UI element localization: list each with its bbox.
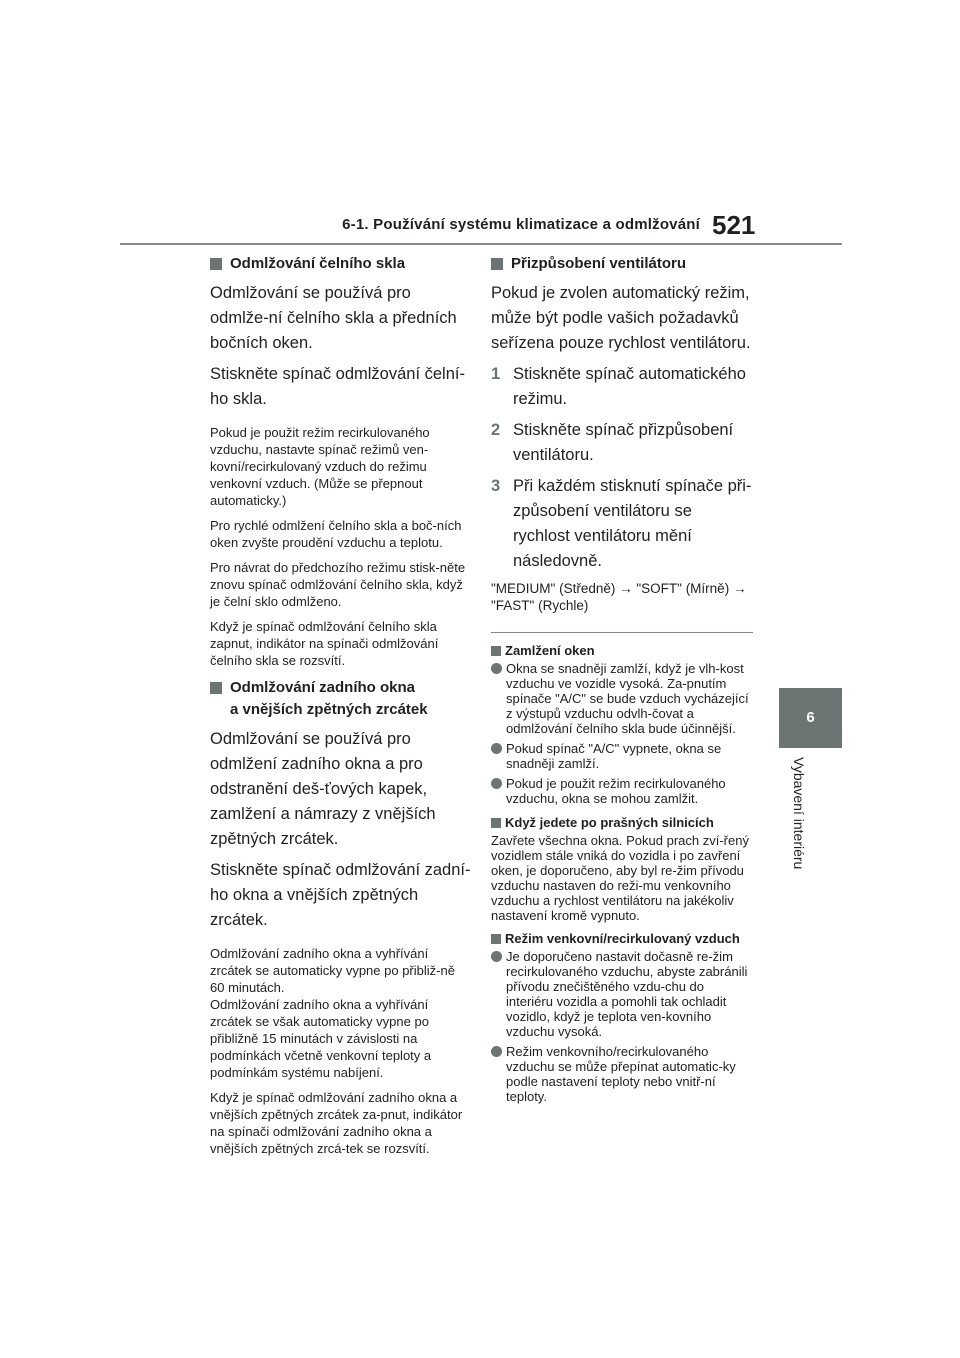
note-paragraph: Pro rychlé odmlžení čelního skla a boč-ních oken zvyšte proudění vzduchu a teplotu. [210, 518, 462, 550]
step-text: Stiskněte spínač automatického režimu. [513, 365, 746, 408]
page-number: 521 [712, 210, 756, 240]
note-paragraph: Pro návrat do předchozího režimu stisk-něte znovu spínač odmlžování čelního skla, když je čelní sklo odmlženo. [210, 560, 466, 609]
square-bullet-icon [491, 646, 501, 656]
heading-text-line1: Odmlžování zadního okna [230, 679, 416, 696]
bullet-text: Okna se snadněji zamlží, když je vlh-kost vzduchu ve vozidle vysoká. Za-pnutím spínače "A/C" se bude vzduch vycházející z výstupů vzduchu odvlh-čovat a odmlžování čelního skla bude účinnější. [506, 661, 749, 736]
step-text: Při každém stisknutí spínače při-způsobení ventilátoru se rychlost ventilátoru mění následovně. [513, 477, 752, 570]
step-number: 2 [491, 421, 501, 439]
step-number: 1 [491, 365, 501, 383]
step-item [491, 362, 753, 412]
circle-bullet-icon [491, 778, 502, 789]
step-item [491, 418, 753, 468]
section-heading [210, 677, 472, 721]
note-paragraph: Když je spínač odmlžování čelního skla zapnut, indikátor na spínači odmlžování čelního skla se rozsvítí. [210, 619, 439, 668]
left-column [210, 253, 472, 1165]
notes-divider [491, 632, 753, 633]
note-heading [491, 815, 753, 831]
fan-speed-sequence: "MEDIUM" (Středně) → "SOFT" (Mírně) → "FAST" (Rychle) [491, 581, 747, 613]
bullet-text: Pokud spínač "A/C" vypnete, okna se snadněji zamlží. [506, 741, 722, 771]
step-number: 3 [491, 477, 501, 495]
heading-text: Přizpůsobení ventilátoru [511, 255, 687, 272]
heading-text-line2: a vnějších zpětných zrcátek [230, 701, 428, 718]
paragraph: Pokud je zvolen automatický režim, může být podle vašich požadavků seřízena pouze rychlost ventilátoru. [491, 284, 751, 352]
note-paragraph: Když je spínač odmlžování zadního okna a vnějších zpětných zrcátek za-pnut, indikátor na spínači odmlžování zadního okna a vnějších zpětných zrcá-tek se rozsvítí. [210, 1090, 463, 1156]
bullet-item [491, 741, 753, 771]
bullet-item [491, 661, 753, 736]
note-paragraph: Odmlžování zadního okna a vyhřívání zrcátek se však automaticky vypne po přibližně 15 minutách v závislosti na podmínkách včetně venkovní teploty a podmínkám systému nabíjení. [210, 997, 432, 1080]
paragraph: Odmlžování se používá pro odmlžení zadního okna a pro odstranění deš-ťových kapek, zamlžení a námrazy z vnějších zpětných zrcátek. [210, 730, 436, 848]
note-heading [491, 643, 753, 659]
heading-text: Odmlžování čelního skla [230, 255, 406, 272]
circle-bullet-icon [491, 951, 502, 962]
section-heading [491, 253, 753, 275]
bullet-item [491, 776, 753, 806]
header-divider [120, 243, 842, 245]
chapter-tab[interactable]: 6 [779, 688, 842, 748]
step-text: Stiskněte spínač přizpůsobení ventilátoru. [513, 421, 734, 464]
circle-bullet-icon [491, 743, 502, 754]
note-paragraph: Zavřete všechna okna. Pokud prach zví-řený vozidlem stále vniká do vozidla i po zavření oken, je doporučeno, aby byl re-žim přívodu vzduchu nastaven do reži-mu venkovního vzduchu a rychlost ventilátoru na jakékoliv nastavení kromě vypnuto. [491, 833, 749, 923]
section-heading [210, 253, 472, 275]
bullet-item [491, 949, 753, 1039]
circle-bullet-icon [491, 1046, 502, 1057]
chapter-label: Vybavení interiéru [791, 757, 807, 870]
square-bullet-icon [491, 818, 501, 828]
right-column [491, 253, 753, 1109]
paragraph: Stiskněte spínač odmlžování čelní-ho skla. [210, 365, 465, 408]
note-heading [491, 931, 753, 947]
bullet-item [491, 1044, 753, 1104]
bullet-text: Pokud je použit režim recirkulovaného vzduchu, okna se mohou zamlžit. [506, 776, 726, 806]
paragraph: Odmlžování se používá pro odmlže-ní čelního skla a předních bočních oken. [210, 284, 457, 352]
square-bullet-icon [210, 258, 222, 270]
bullet-text: Je doporučeno nastavit dočasně re-žim recirkulovaného vzduchu, abyste zabránili přívodu znečištěného vzdu-chu do interiéru vozidla a pomohli tak ochladit vozidlo, když je teplota ven-kovního vzduchu vysoká. [506, 949, 748, 1039]
note-heading-text: Když jedete po prašných silnicích [505, 815, 714, 830]
square-bullet-icon [491, 258, 503, 270]
section-title: 6-1. Používání systému klimatizace a odmlžování [342, 216, 700, 233]
note-paragraph: Odmlžování zadního okna a vyhřívání zrcátek se automaticky vypne po přibliž-ně 60 minutách. [210, 946, 455, 995]
square-bullet-icon [491, 934, 501, 944]
note-heading-text: Režim venkovní/recirkulovaný vzduch [505, 931, 740, 946]
bullet-text: Režim venkovního/recirkulovaného vzduchu se může přepínat automatic-ky podle nastavení teploty nebo vnitř-ní teploty. [506, 1044, 736, 1104]
note-paragraph: Pokud je použit režim recirkulovaného vzduchu, nastavte spínač režimů ven-kovní/recirkulovaný vzduch do režimu venkovní vzduch. (Může se přepnout automaticky.) [210, 425, 430, 508]
step-item [491, 474, 753, 574]
paragraph: Stiskněte spínač odmlžování zadní-ho okna a vnějších zpětných zrcátek. [210, 861, 471, 929]
square-bullet-icon [210, 682, 222, 694]
note-heading-text: Zamlžení oken [505, 643, 595, 658]
circle-bullet-icon [491, 663, 502, 674]
